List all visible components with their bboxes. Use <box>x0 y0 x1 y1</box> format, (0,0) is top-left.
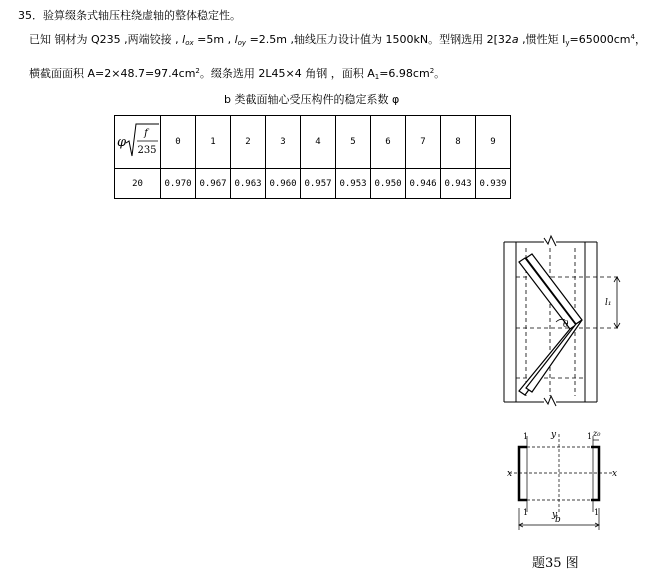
x-axis-right: x <box>612 469 618 479</box>
x-axis-left: x <box>507 469 513 479</box>
cross-section-drawing <box>500 422 630 542</box>
table-cell: 0.950 <box>371 169 406 199</box>
problem-title: 35．验算缀条式轴压柱绕虚轴的整体稳定性。 <box>18 9 241 22</box>
col-header: 8 <box>441 116 476 169</box>
lox-symbol: $l_{ox}$ <box>182 33 194 47</box>
z0-label: z₀ <box>593 429 601 438</box>
header-formula-cell <box>115 116 161 169</box>
area-part-3: =6.98cm <box>379 67 430 80</box>
table-cell: 0.943 <box>441 169 476 199</box>
table-header-row <box>115 116 511 169</box>
problem-area-line <box>29 65 445 81</box>
column-elevation-drawing <box>490 230 630 420</box>
table-cell: 0.953 <box>336 169 371 199</box>
given-part-5: =65000cm <box>569 33 631 46</box>
table-cell: 0.957 <box>301 169 336 199</box>
given-part-6: ， <box>634 33 646 46</box>
cm2b-superscript: 2 <box>429 67 435 75</box>
given-part-2: =5m , <box>197 33 232 46</box>
table-cell: 0.970 <box>161 169 196 199</box>
col-header: 0 <box>161 116 196 169</box>
area-part-1: 横截面面积 A=2×48.7=97.4cm <box>29 67 196 80</box>
lambda-sqrt-formula <box>115 121 160 161</box>
y-axis-bottom: y <box>552 510 558 520</box>
col-header: 9 <box>476 116 511 169</box>
y-axis-top: y <box>551 430 557 440</box>
problem-given-line <box>29 31 646 47</box>
table-cell: 0.963 <box>231 169 266 199</box>
axis-1-bottom-right: 1 <box>594 508 600 517</box>
given-part-4: ,惯性矩 I <box>518 33 566 46</box>
fraction-numerator: f <box>144 127 148 139</box>
loy-symbol: $l_{oy}$ <box>234 33 247 47</box>
a1-subscript: 1 <box>374 73 380 81</box>
table-row <box>115 169 511 199</box>
col-header: 1 <box>196 116 231 169</box>
stability-table <box>114 115 511 199</box>
iy-subscript: y <box>565 39 570 47</box>
area-part-4: 。 <box>434 67 446 80</box>
row-label: 20 <box>115 169 161 199</box>
channel-a-suffix: a <box>511 33 519 46</box>
b-dimension-label: b <box>555 515 561 525</box>
col-header: 5 <box>336 116 371 169</box>
fraction-denominator: 235 <box>137 144 157 156</box>
col-header: 7 <box>406 116 441 169</box>
table-cell: 0.946 <box>406 169 441 199</box>
cm4-superscript: 4 <box>630 33 635 41</box>
figure-caption: 题35 图 <box>532 556 579 571</box>
col-header: 6 <box>371 116 406 169</box>
given-part-1: 已知 钢材为 Q235 ,两端铰接 , <box>29 33 179 46</box>
col-header: 3 <box>266 116 301 169</box>
given-part-3: =2.5m ,轴线压力设计值为 1500kN。型钢选用 2[32 <box>249 33 512 46</box>
area-part-2: 。缀条选用 2L45×4 角钢 ，面积 A <box>199 67 375 80</box>
theta-label: θ <box>563 320 569 330</box>
table-caption: b 类截面轴心受压构件的稳定系数 φ <box>224 93 400 106</box>
table-cell: 0.960 <box>266 169 301 199</box>
axis-1-bottom-left: 1 <box>523 508 529 517</box>
col-header: 2 <box>231 116 266 169</box>
phi-symbol: φ <box>117 134 127 150</box>
col-header: 4 <box>301 116 336 169</box>
table-cell: 0.939 <box>476 169 511 199</box>
l1-label: l₁ <box>605 298 612 308</box>
cm2-superscript: 2 <box>195 67 200 75</box>
axis-1-top-left: 1 <box>523 432 529 441</box>
table-cell: 0.967 <box>196 169 231 199</box>
axis-1-top-right: 1 <box>587 432 593 441</box>
